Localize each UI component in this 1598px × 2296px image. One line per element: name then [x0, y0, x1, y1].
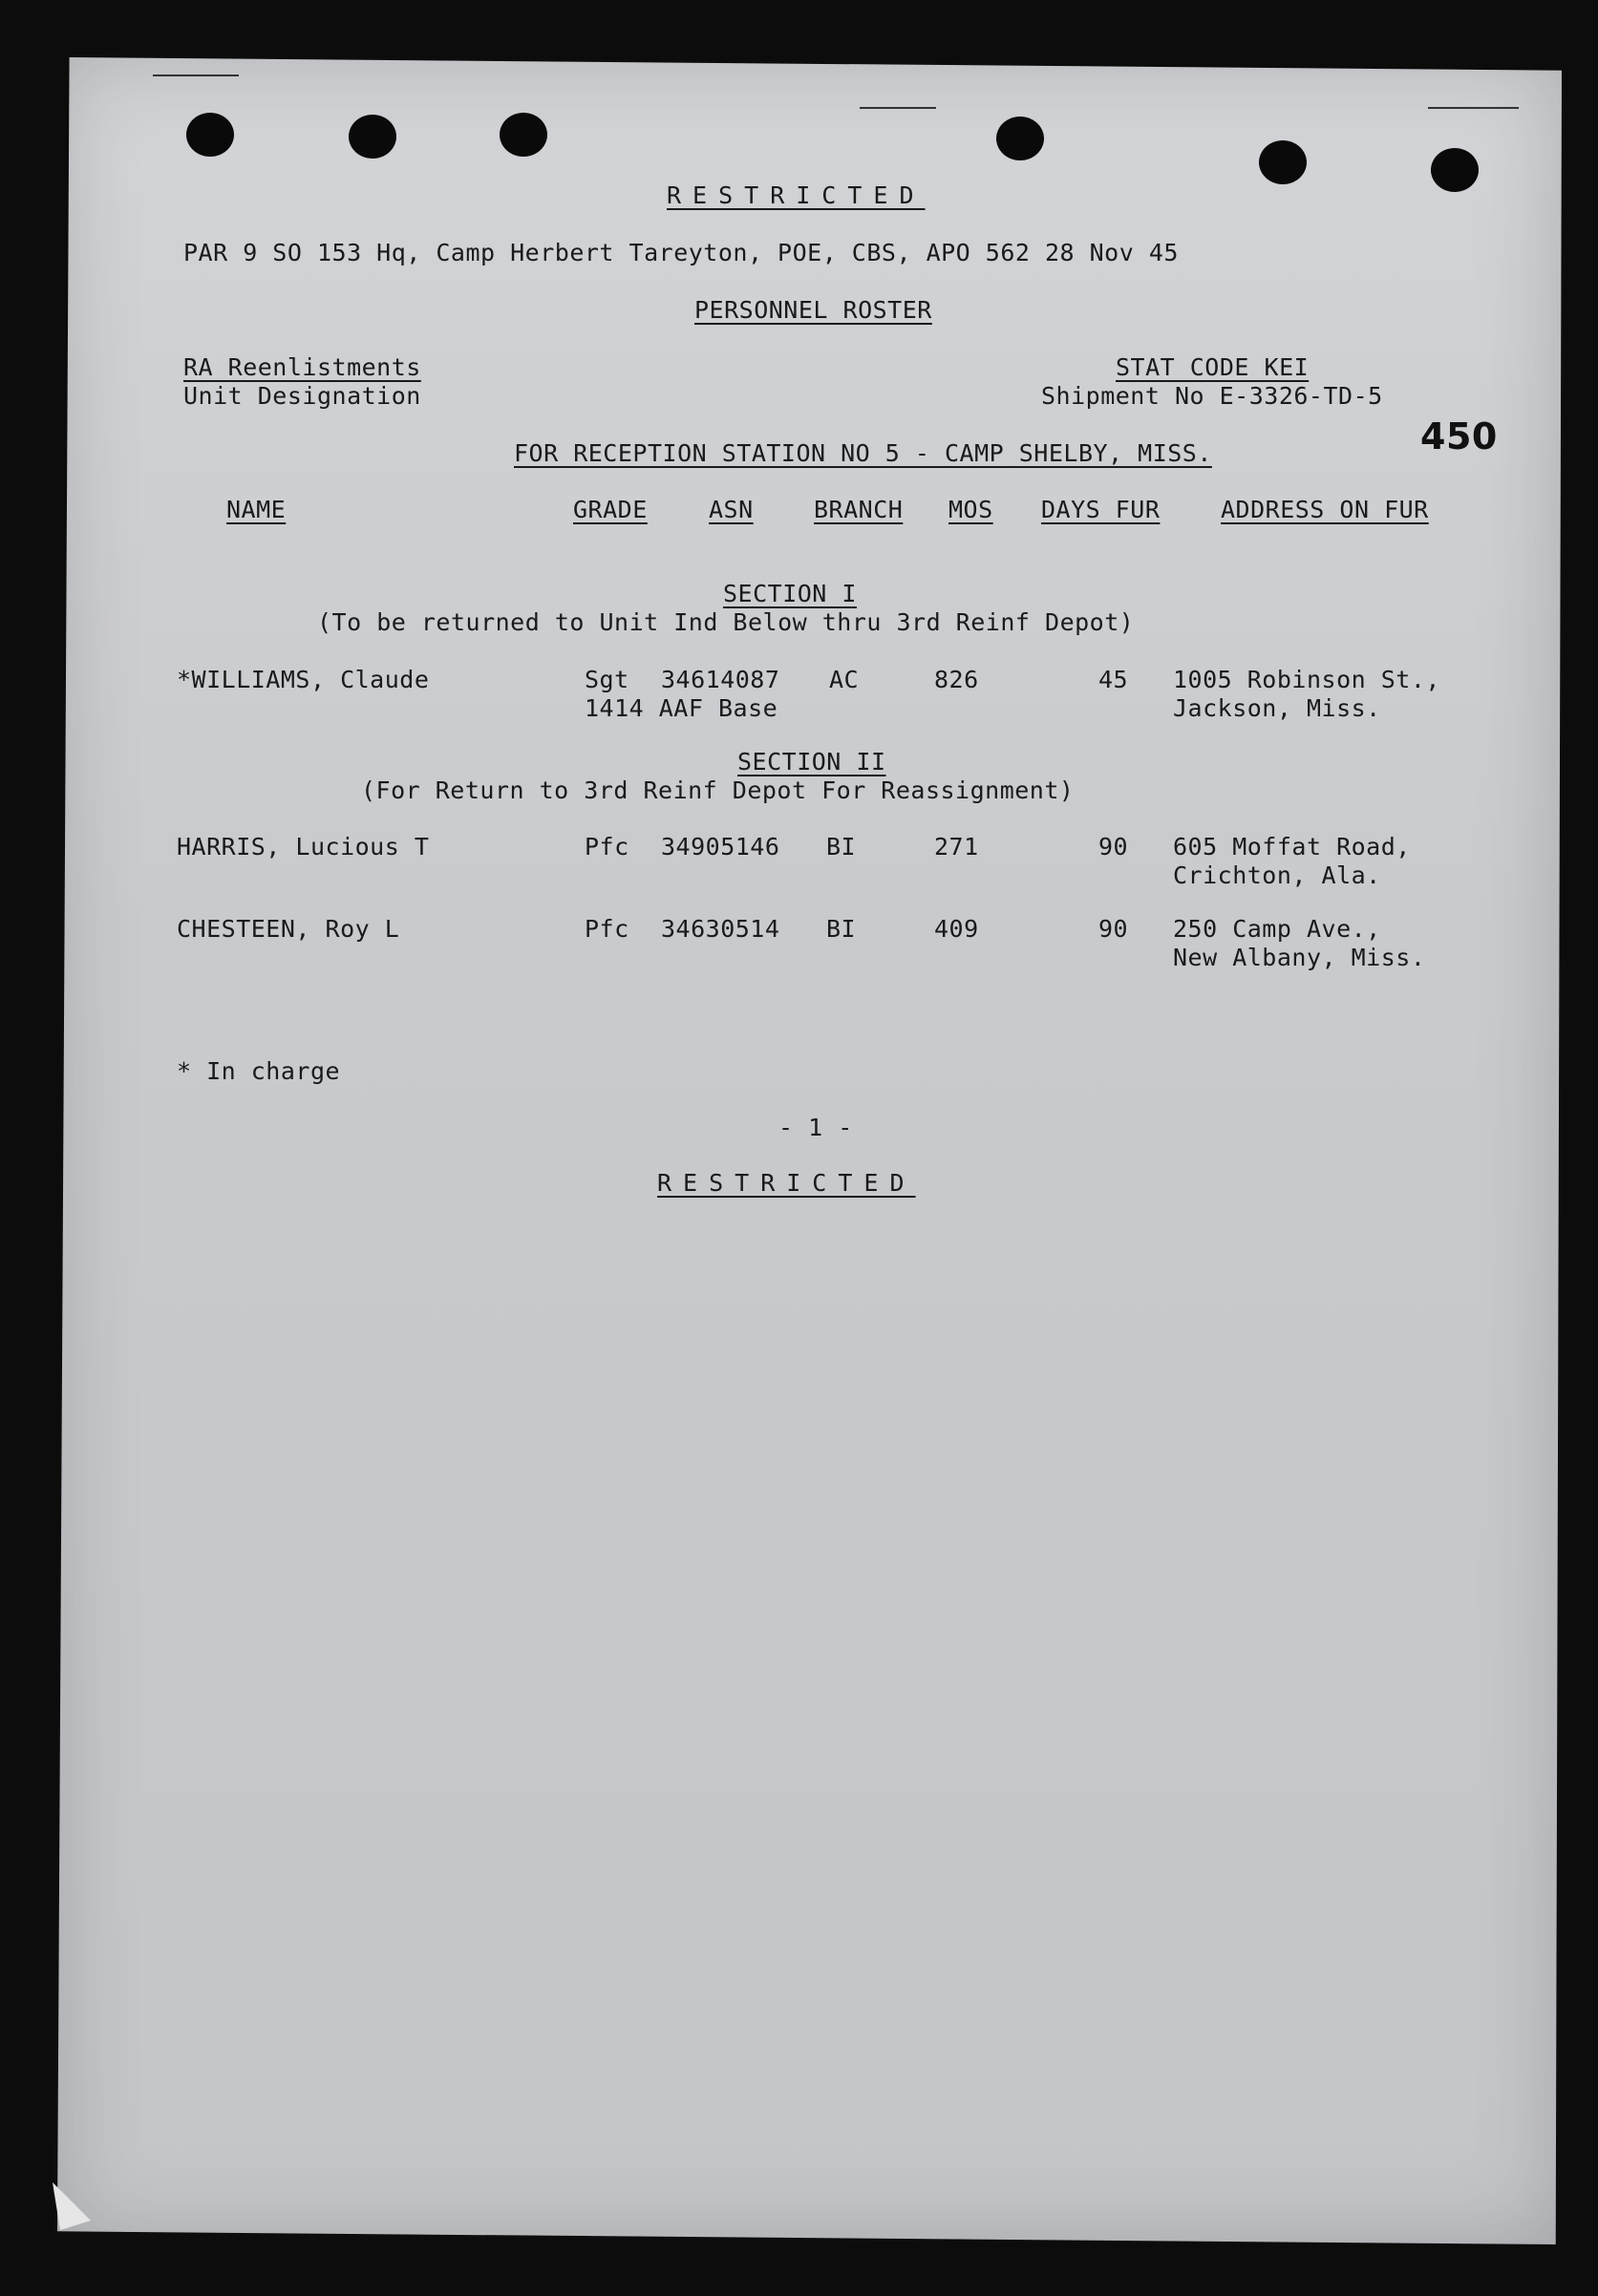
section2-subtitle: (For Return to 3rd Reinf Depot For Reassignment): [361, 776, 1075, 804]
row-address-line1: 250 Camp Ave.,: [1173, 915, 1381, 943]
column-header-grade: GRADE: [573, 496, 648, 523]
row-address-line2: Jackson, Miss.: [1173, 694, 1381, 722]
shipment-number: Shipment No E-3326-TD-5: [1041, 382, 1383, 410]
row-mos: 409: [934, 915, 979, 943]
row-name: *WILLIAMS, Claude: [177, 666, 430, 693]
row-asn: 34905146: [661, 833, 780, 861]
pencil-mark: [1428, 107, 1519, 109]
row-days: 90: [1098, 833, 1129, 861]
unit-designation-label: Unit Designation: [183, 382, 421, 410]
in-charge-note: * In charge: [177, 1057, 341, 1085]
column-header-mos: MOS: [948, 496, 993, 523]
section2-title: SECTION II: [737, 748, 886, 776]
column-header-days-fur: DAYS FUR: [1041, 496, 1161, 523]
row-grade: Pfc: [585, 915, 629, 943]
reception-station: FOR RECEPTION STATION NO 5 - CAMP SHELBY, MISS.: [514, 439, 1212, 467]
row-grade: Sgt: [585, 666, 629, 693]
row-days: 90: [1098, 915, 1129, 943]
section1-subtitle: (To be returned to Unit Ind Below thru 3rd Reinf Depot): [317, 608, 1135, 636]
restricted-top: RESTRICTED: [667, 181, 926, 209]
column-header-address: ADDRESS ON FUR: [1221, 496, 1429, 523]
row-days: 45: [1098, 666, 1129, 693]
page-stamp: 450: [1420, 415, 1498, 457]
page-number: - 1 -: [778, 1114, 853, 1141]
punch-hole: [1431, 148, 1479, 192]
pencil-mark: [153, 74, 239, 76]
row-mos: 826: [934, 666, 979, 693]
unit-name: RA Reenlistments: [183, 353, 421, 381]
column-header-name: NAME: [226, 496, 287, 523]
row-asn: 34614087: [661, 666, 780, 693]
column-header-branch: BRANCH: [814, 496, 904, 523]
row-grade: Pfc: [585, 833, 629, 861]
punch-hole: [500, 113, 547, 157]
roster-title: PERSONNEL ROSTER: [694, 296, 932, 324]
row-branch: BI: [826, 915, 857, 943]
row-address-line2: Crichton, Ala.: [1173, 861, 1381, 889]
section1-title: SECTION I: [723, 580, 857, 607]
par-line: PAR 9 SO 153 Hq, Camp Herbert Tareyton, POE, CBS, APO 562 28 Nov 45: [183, 239, 1179, 266]
row-address-line2: New Albany, Miss.: [1173, 944, 1426, 971]
row-address-line1: 1005 Robinson St.,: [1173, 666, 1440, 693]
row-branch: AC: [829, 666, 860, 693]
row-address-line1: 605 Moffat Road,: [1173, 833, 1411, 861]
pencil-mark: [860, 107, 936, 109]
row-branch: BI: [826, 833, 857, 861]
stat-code: STAT CODE KEI: [1116, 353, 1310, 381]
row-unit: 1414 AAF Base: [585, 694, 778, 722]
punch-hole: [1259, 140, 1307, 184]
restricted-bottom: RESTRICTED: [657, 1169, 916, 1197]
row-asn: 34630514: [661, 915, 780, 943]
punch-hole: [186, 113, 234, 157]
row-mos: 271: [934, 833, 979, 861]
punch-hole: [996, 117, 1044, 160]
row-name: CHESTEEN, Roy L: [177, 915, 400, 943]
column-header-asn: ASN: [709, 496, 754, 523]
row-name: HARRIS, Lucious T: [177, 833, 430, 861]
punch-hole: [349, 115, 396, 159]
